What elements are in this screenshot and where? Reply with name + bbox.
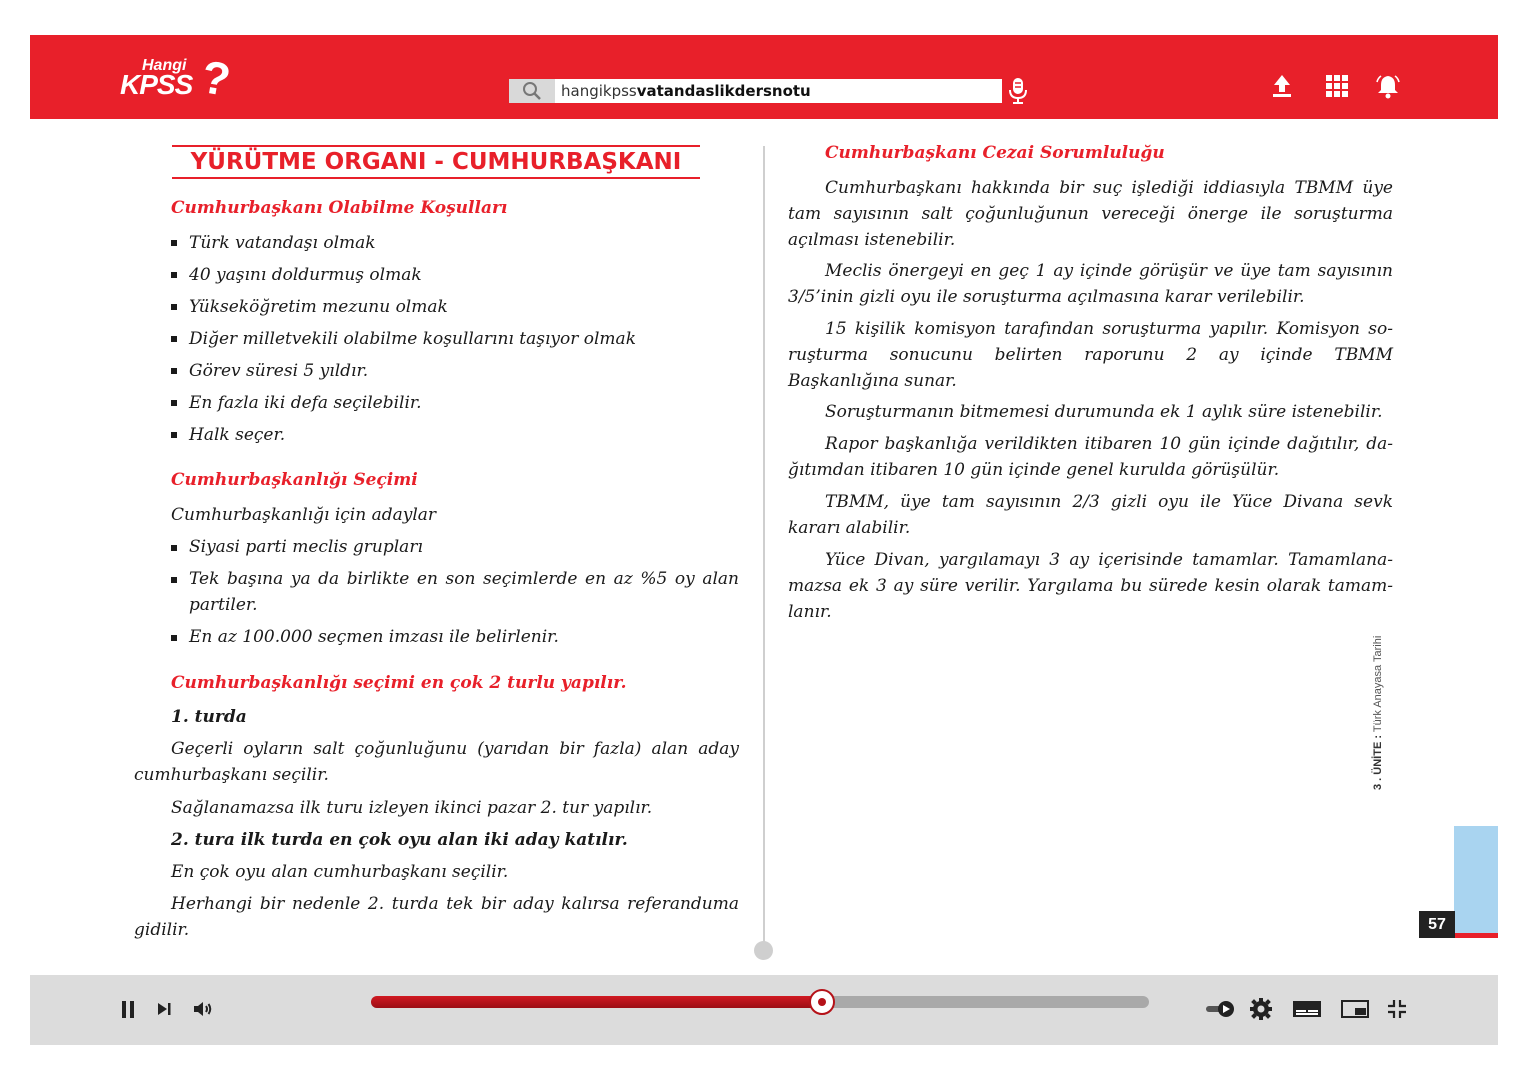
miniplayer-icon[interactable] <box>1340 997 1370 1021</box>
search-text-prefix: hangikpss <box>561 82 637 100</box>
paragraph: Yüce Divan, yargılamayı 3 ay içerisinde tamamlar. Tamamlana-mazsa ek 3 ay süre verilir. Yargılama bu sürede kesin olarak tamam-lanır. <box>788 550 1393 622</box>
bullet <box>171 272 177 278</box>
autoplay-toggle-icon[interactable] <box>1204 997 1236 1021</box>
bullet <box>171 577 177 583</box>
top-bar <box>30 35 1498 119</box>
bullet <box>171 336 177 342</box>
first-round-label: 1. turda <box>171 707 247 727</box>
pause-icon[interactable] <box>116 997 140 1021</box>
page-title: YÜRÜTME ORGANI - CUMHURBAŞKANI <box>172 145 700 179</box>
logo-main-text: KPSS <box>120 69 193 100</box>
bullet <box>171 368 177 374</box>
paragraph: Meclis önergeyi en geç 1 ay içinde görüşür ve üye tam sayısının 3/5’inin gizli oyu ile soruşturma açılmasına karar verilebilir. <box>788 261 1393 307</box>
subtitles-icon[interactable] <box>1292 997 1322 1021</box>
column-divider-knob <box>754 941 773 960</box>
paragraph-candidates: Cumhurbaşkanlığı için adaylar <box>171 505 437 525</box>
exit-fullscreen-icon[interactable] <box>1385 997 1409 1021</box>
unit-label <box>1372 635 1388 790</box>
list-item: Tek başına ya da birlikte en son seçimlerde en az %5 oy alan partiler. <box>189 569 739 615</box>
section-heading-liability: Cumhurbaşkanı Cezai Sorumluluğu <box>825 143 1165 163</box>
unit-number: 3 . ÜNİTE : <box>1372 734 1384 790</box>
settings-icon[interactable] <box>1249 997 1273 1021</box>
kpss-logo[interactable] <box>120 49 240 107</box>
search-text-bold: vatandaslikdersnotu <box>636 82 811 100</box>
search-icon[interactable] <box>509 79 555 103</box>
paragraph: Herhangi bir nedenle 2. turda tek bir aday kalırsa referanduma gidilir. <box>134 894 739 940</box>
list-item: Türk vatandaşı olmak <box>189 233 376 253</box>
paragraph: Rapor başkanlığa verildikten itibaren 10 gün içinde dağıtılır, da-ğıtımdan itibaren 10 gün içinde genel kurulda görüşülür. <box>788 434 1393 480</box>
list-item: Görev süresi 5 yıldır. <box>189 361 369 381</box>
paragraph: Cumhurbaşkanı hakkında bir suç işlediği iddiasıyla TBMM üye tam sayısının salt çoğunluğunun vereceği önerge ile soruşturma açılması istenebilir. <box>788 178 1393 250</box>
paragraph: Geçerli oyların salt çoğunluğunu (yarıdan bir fazla) alan aday cumhurbaşkanı seçilir. <box>134 739 739 785</box>
list-item: 40 yaşını doldurmuş olmak <box>189 265 422 285</box>
paragraph: Sağlanamazsa ilk turu izleyen ikinci pazar 2. tur yapılır. <box>171 798 653 818</box>
unit-subject: Türk Anayasa Tarihi <box>1372 635 1384 733</box>
bell-icon[interactable] <box>1375 73 1401 99</box>
list-item: Yükseköğretim mezunu olmak <box>189 297 448 317</box>
paragraph: 15 kişilik komisyon tarafından soruşturma yapılır. Komisyon so-ruşturma sonucunu belirten raporunu 2 ay içinde TBMM Başkanlığına sunar. <box>788 319 1393 391</box>
paragraph: TBMM, üye tam sayısının 2/3 gizli oyu ile Yüce Divana sevk kararı alabilir. <box>788 492 1393 538</box>
logo-top-text: Hangi <box>142 57 187 74</box>
bullet <box>171 240 177 246</box>
progress-track[interactable] <box>371 996 1149 1008</box>
paragraph: 2. tura ilk turda en çok oyu alan iki aday katılır. <box>171 830 628 850</box>
progress-handle[interactable] <box>809 989 835 1015</box>
bullet <box>171 432 177 438</box>
section-heading-rounds: Cumhurbaşkanlığı seçimi en çok 2 turlu yapılır. <box>171 673 627 693</box>
section-heading-conditions: Cumhurbaşkanı Olabilme Koşulları <box>171 198 508 218</box>
list-item: En fazla iki defa seçilebilir. <box>189 393 422 413</box>
next-icon[interactable] <box>152 997 176 1021</box>
bullet <box>171 545 177 551</box>
list-item: Diğer milletvekili olabilme koşullarını taşıyor olmak <box>189 329 636 349</box>
list-item: En az 100.000 seçmen imzası ile belirlenir. <box>189 627 559 647</box>
bullet <box>171 304 177 310</box>
player-controls <box>30 975 1498 1045</box>
section-heading-election: Cumhurbaşkanlığı Seçimi <box>171 470 418 490</box>
list-item: Halk seçer. <box>189 425 286 445</box>
column-divider <box>763 146 765 950</box>
page-number: 57 <box>1419 911 1455 938</box>
volume-icon[interactable] <box>191 997 215 1021</box>
progress-fill <box>371 996 822 1008</box>
search-bar[interactable] <box>509 79 1002 103</box>
paragraph: Soruşturmanın bitmemesi durumunda ek 1 aylık süre istenebilir. <box>825 402 1383 422</box>
bullet <box>171 635 177 641</box>
upload-icon[interactable] <box>1269 73 1295 99</box>
mic-icon[interactable] <box>1008 77 1028 105</box>
unit-tab <box>1454 826 1498 934</box>
logo-question-mark: ? <box>197 49 235 107</box>
grid-icon[interactable] <box>1324 73 1350 99</box>
paragraph: En çok oyu alan cumhurbaşkanı seçilir. <box>171 862 509 882</box>
list-item: Siyasi parti meclis grupları <box>189 537 423 557</box>
bullet <box>171 400 177 406</box>
search-input[interactable] <box>555 82 811 100</box>
unit-tab-accent <box>1454 933 1498 938</box>
